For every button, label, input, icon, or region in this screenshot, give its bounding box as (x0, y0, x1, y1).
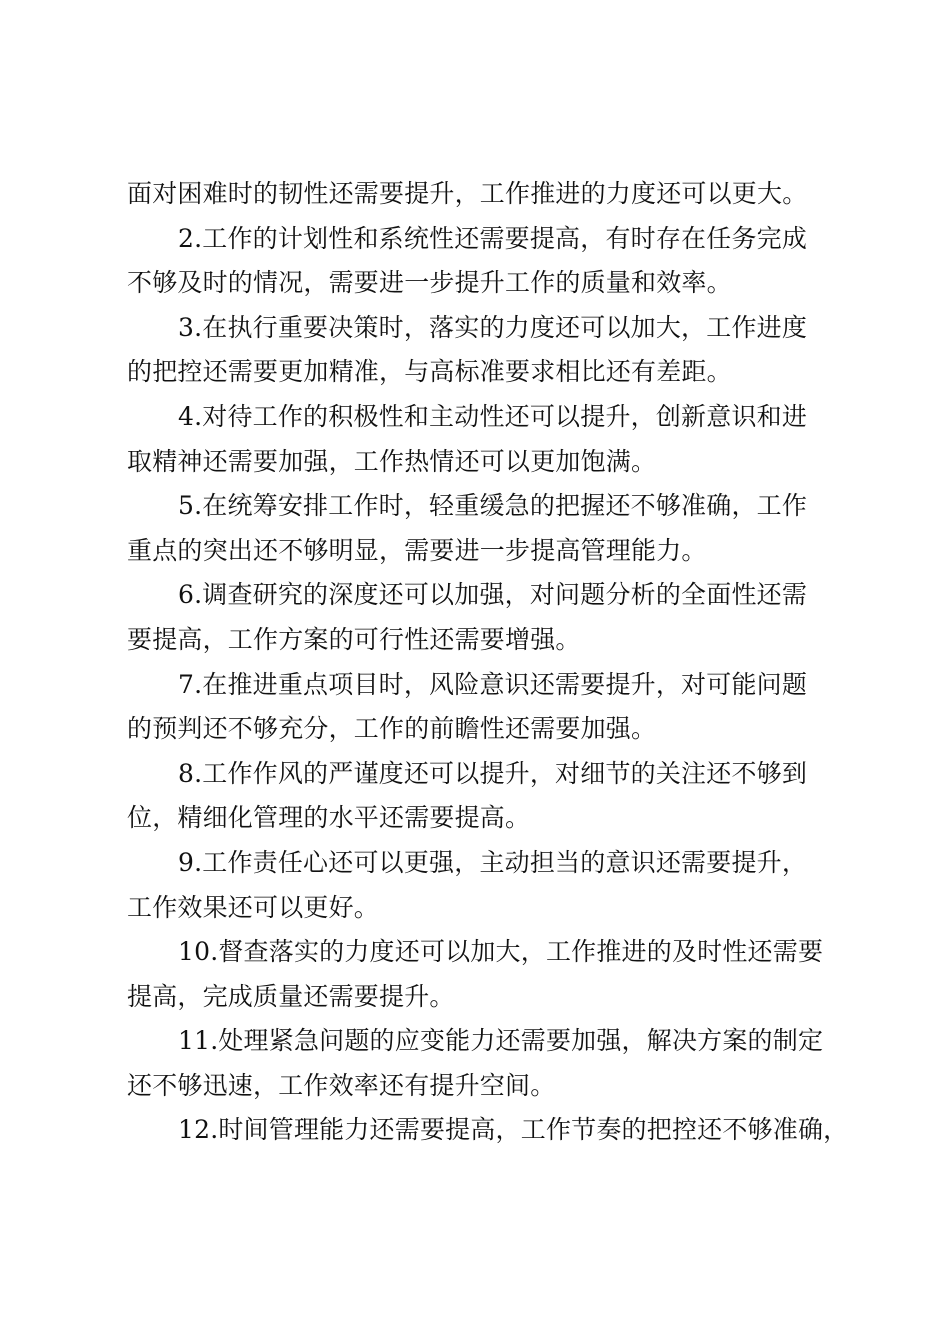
paragraph-first-line: 10.督查落实的力度还可以加大，工作推进的及时性还需要 (178, 937, 824, 967)
paragraph-first-line: 12.时间管理能力还需要提高，工作节奏的把控还不够准确， (178, 1115, 849, 1145)
paragraph-first-line: 4.对待工作的积极性和主动性还可以提升，创新意识和进 (178, 401, 808, 431)
paragraph-line: 位，精细化管理的水平还需要提高。 (127, 803, 531, 833)
paragraph-line: 的把控还需要更加精准，与高标准要求相比还有差距。 (127, 357, 732, 387)
paragraph-line: 工作效果还可以更好。 (127, 892, 380, 922)
paragraph-first-line: 8.工作作风的严谨度还可以提升，对细节的关注还不够到 (178, 758, 808, 788)
paragraph-first-line: 6.调查研究的深度还可以加强，对问题分析的全面性还需 (178, 580, 808, 610)
paragraph-line: 还不够迅速，工作效率还有提升空间。 (127, 1070, 556, 1100)
paragraph-first-line: 11.处理紧急问题的应变能力还需要加强，解决方案的制定 (178, 1026, 824, 1056)
paragraph-line: 重点的突出还不够明显，需要进一步提高管理能力。 (127, 535, 707, 565)
paragraph-line: 不够及时的情况，需要进一步提升工作的质量和效率。 (127, 268, 732, 298)
paragraph-line: 提高，完成质量还需要提升。 (127, 981, 455, 1011)
paragraph-line: 取精神还需要加强，工作热情还可以更加饱满。 (127, 446, 657, 476)
paragraph-first-line: 3.在执行重要决策时，落实的力度还可以加大，工作进度 (178, 312, 808, 342)
paragraph-first-line: 5.在统筹安排工作时，轻重缓急的把握还不够准确，工作 (178, 491, 808, 521)
paragraph-first-line: 2.工作的计划性和系统性还需要提高，有时存在任务完成 (178, 223, 808, 253)
paragraph-line: 面对困难时的韧性还需要提升，工作推进的力度还可以更大。 (127, 179, 808, 208)
paragraph-line: 的预判还不够充分，工作的前瞻性还需要加强。 (127, 714, 657, 744)
paragraph-first-line: 9.工作责任心还可以更强，主动担当的意识还需要提升， (178, 847, 808, 877)
paragraph-line: 要提高，工作方案的可行性还需要增强。 (127, 624, 581, 654)
document-body (127, 172, 849, 1153)
paragraph-first-line: 7.在推进重点项目时，风险意识还需要提升，对可能问题 (178, 669, 808, 699)
